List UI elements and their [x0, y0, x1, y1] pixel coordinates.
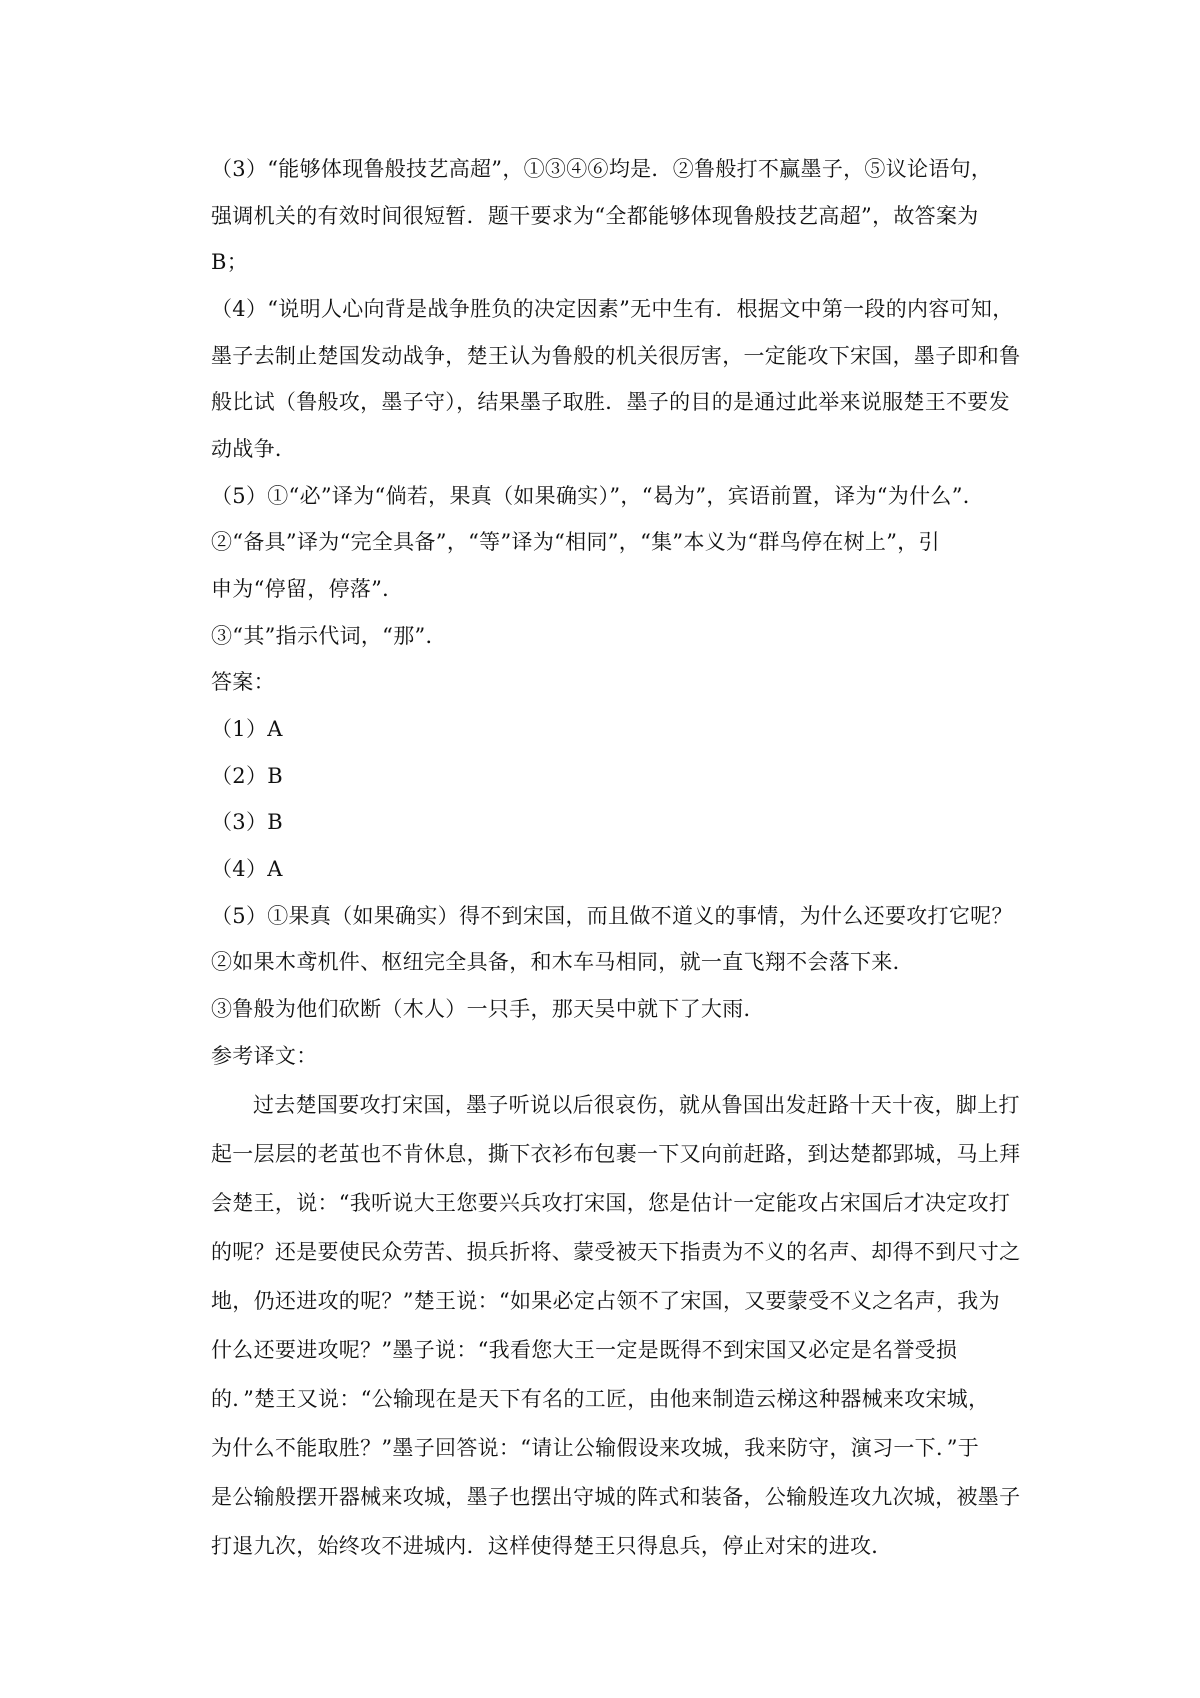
text-line: （3）“能够体现鲁般技艺高超”，①③④⑥均是．②鲁般打不赢墨子，⑤议论语句， — [211, 157, 993, 181]
answer-item: ②如果木鸢机件、枢纽完全具备，和木车马相同，就一直飞翔不会落下来． — [211, 950, 914, 974]
translation-line: 的．”楚王又说：“公输现在是天下有名的工匠，由他来制造云梯这种器械来攻宋城， — [211, 1387, 990, 1411]
translation-line: 什么还要进攻呢？”墨子说：“我看您大王一定是既得不到宋国又必定是名誉受损 — [211, 1338, 958, 1362]
answer-item: ③鲁般为他们砍断（木人）一只手，那天吴中就下了大雨． — [211, 997, 765, 1021]
translation-heading: 参考译文： — [211, 1044, 318, 1068]
answer-item: （5）①果真（如果确实）得不到宋国，而且做不道义的事情，为什么还要攻打它呢？ — [211, 904, 1013, 928]
text-line: 动战争． — [211, 437, 297, 461]
text-line: 申为“停留，停落”． — [211, 577, 404, 601]
text-line: （5）①“必”译为“倘若，果真（如果确实）”，“曷为”，宾语前置，译为“为什么”． — [211, 484, 985, 508]
text-line: 墨子去制止楚国发动战争，楚王认为鲁般的机关很厉害，一定能攻下宋国，墨子即和鲁 — [211, 344, 1021, 368]
answer-item: （1）A — [211, 717, 283, 741]
answer-item: （2）B — [211, 764, 283, 788]
text-line: 强调机关的有效时间很短暂．题干要求为“全都能够体现鲁般技艺高超”，故答案为 — [211, 204, 979, 228]
translation-line: 过去楚国要攻打宋国，墨子听说以后很哀伤，就从鲁国出发赶路十天十夜，脚上打 — [253, 1093, 1020, 1117]
answer-item: （4）A — [211, 857, 283, 881]
translation-line: 的呢？还是要使民众劳苦、损兵折将、蒙受被天下指责为不义的名声、却得不到尺寸之 — [211, 1240, 1021, 1264]
answer-item: （3）B — [211, 810, 283, 834]
translation-line: 是公输般摆开器械来攻城，墨子也摆出守城的阵式和装备，公输般连攻九次城，被墨子 — [211, 1485, 1021, 1509]
translation-line: 会楚王，说：“我听说大王您要兴兵攻打宋国，您是估计一定能攻占宋国后才决定攻打 — [211, 1191, 1011, 1215]
translation-line: 打退九次，始终攻不进城内．这样使得楚王只得息兵，停止对宋的进攻． — [211, 1534, 893, 1558]
translation-line: 为什么不能取胜？”墨子回答说：“请让公输假设来攻城，我来防守，演习一下．”于 — [211, 1436, 980, 1460]
text-line: ②“备具”译为“完全具备”，“等”译为“相同”，“集”本义为“群鸟停在树上”，引 — [211, 530, 940, 554]
text-line: 般比试（鲁般攻，墨子守），结果墨子取胜．墨子的目的是通过此举来说服楚王不要发 — [211, 390, 1010, 414]
translation-line: 地，仍还进攻的呢？”楚王说：“如果必定占领不了宋国，又要蒙受不义之名声，我为 — [211, 1289, 1000, 1313]
text-line: ③“其”指示代词，“那”． — [211, 624, 447, 648]
answer-heading: 答案： — [211, 670, 275, 694]
translation-line: 起一层层的老茧也不肯休息，撕下衣衫布包裹一下又向前赶路，到达楚都郢城，马上拜 — [211, 1142, 1021, 1166]
text-line: （4）“说明人心向背是战争胜负的决定因素”无中生有．根据文中第一段的内容可知， — [211, 297, 1014, 321]
text-line: B； — [211, 250, 249, 274]
